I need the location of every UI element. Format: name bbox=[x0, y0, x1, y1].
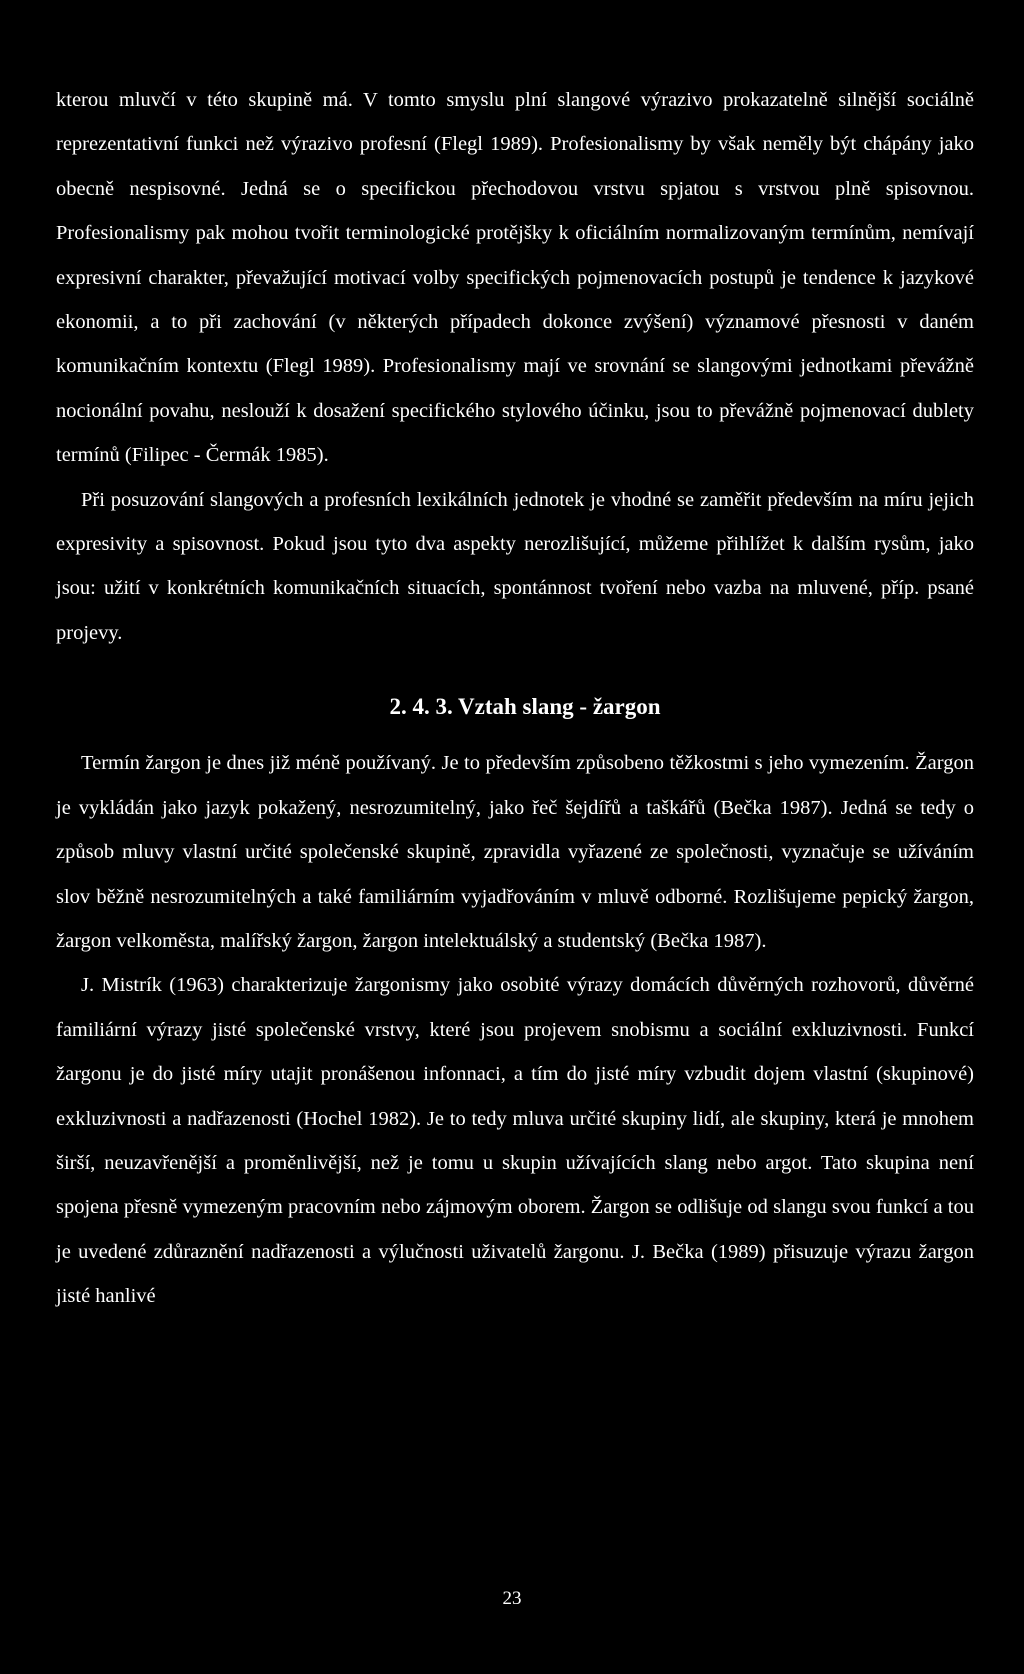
page-body bbox=[56, 78, 974, 1319]
paragraph: J. Mistrík (1963) charakterizuje žargonismy jako osobité výrazy domácích důvěrných rozhovorů, důvěrné familiární výrazy jisté společenské vrstvy, které jsou projevem snobismu a sociální exkluzivnosti. Funkcí žargonu je do jisté míry utajit pronášenou infonnaci, a tím do jisté míry vzbudit dojem vlastní (skupinové) exkluzivnosti a nadřazenosti (Hochel 1982). Je to tedy mluva určité skupiny lidí, ale skupiny, která je mnohem širší, neuzavřenější a proměnlivější, než je tomu u skupin užívajících slang nebo argot. Tato skupina není spojena přesně vymezeným pracovním nebo zájmovým oborem. Žargon se odlišuje od slangu svou funkcí a tou je uvedené zdůraznění nadřazenosti a výlučnosti uživatelů žargonu. J. Bečka (1989) přisuzuje výrazu žargon jisté hanlivé bbox=[56, 974, 974, 1308]
paragraph: Termín žargon je dnes již méně používaný. Je to především způsobeno těžkostmi s jeho vymezením. Žargon je vykládán jako jazyk pokažený, nesrozumitelný, jako řeč šejdířů a taškářů (Bečka 1987). Jedná se tedy o způsob mluvy vlastní určité společenské skupině, zpravidla vyřazené ze společnosti, vyznačuje se užíváním slov běžně nesrozumitelných a také familiárním vyjadřováním v mluvě odborné. Rozlišujeme pepický žargon, žargon velkoměsta, malířský žargon, žargon intelektuálský a studentský (Bečka 1987). bbox=[56, 752, 974, 952]
paragraph: Při posuzování slangových a profesních lexikálních jednotek je vhodné se zaměřit především na míru jejich expresivity a spisovnost. Pokud jsou tyto dva aspekty nerozlišující, můžeme přihlížet k dalším rysům, jako jsou: užití v konkrétních komunikačních situacích, spontánnost tvoření nebo vazba na mluvené, příp. psané projevy. bbox=[56, 488, 974, 644]
section-heading: 2. 4. 3. Vztah slang - žargon bbox=[389, 694, 661, 720]
paragraph: kterou mluvčí v této skupině má. V tomto smyslu plní slangové výrazivo prokazatelně silnější sociálně reprezentativní funkci než výrazivo profesní (Flegl 1989). Profesionalismy by však neměly být chápány jako obecně nespisovné. Jedná se o specifickou přechodovou vrstvu spjatou s vrstvou plně spisovnou. Profesionalismy pak mohou tvořit terminologické protějšky k oficiálním normalizovaným termínům, nemívají expresivní charakter, převažující motivací volby specifických pojmenovacích postupů je tendence k jazykové ekonomii, a to při zachování (v některých případech dokonce zvýšení) významové přesnosti v daném komunikačním kontextu (Flegl 1989). Profesionalismy mají ve srovnání se slangovými jednotkami převážně nocionální povahu, neslouží k dosažení specifického stylového účinku, jsou to převážně pojmenovací dublety termínů (Filipec - Čermák 1985). bbox=[56, 89, 974, 467]
page-number: 23 bbox=[502, 1588, 522, 1609]
